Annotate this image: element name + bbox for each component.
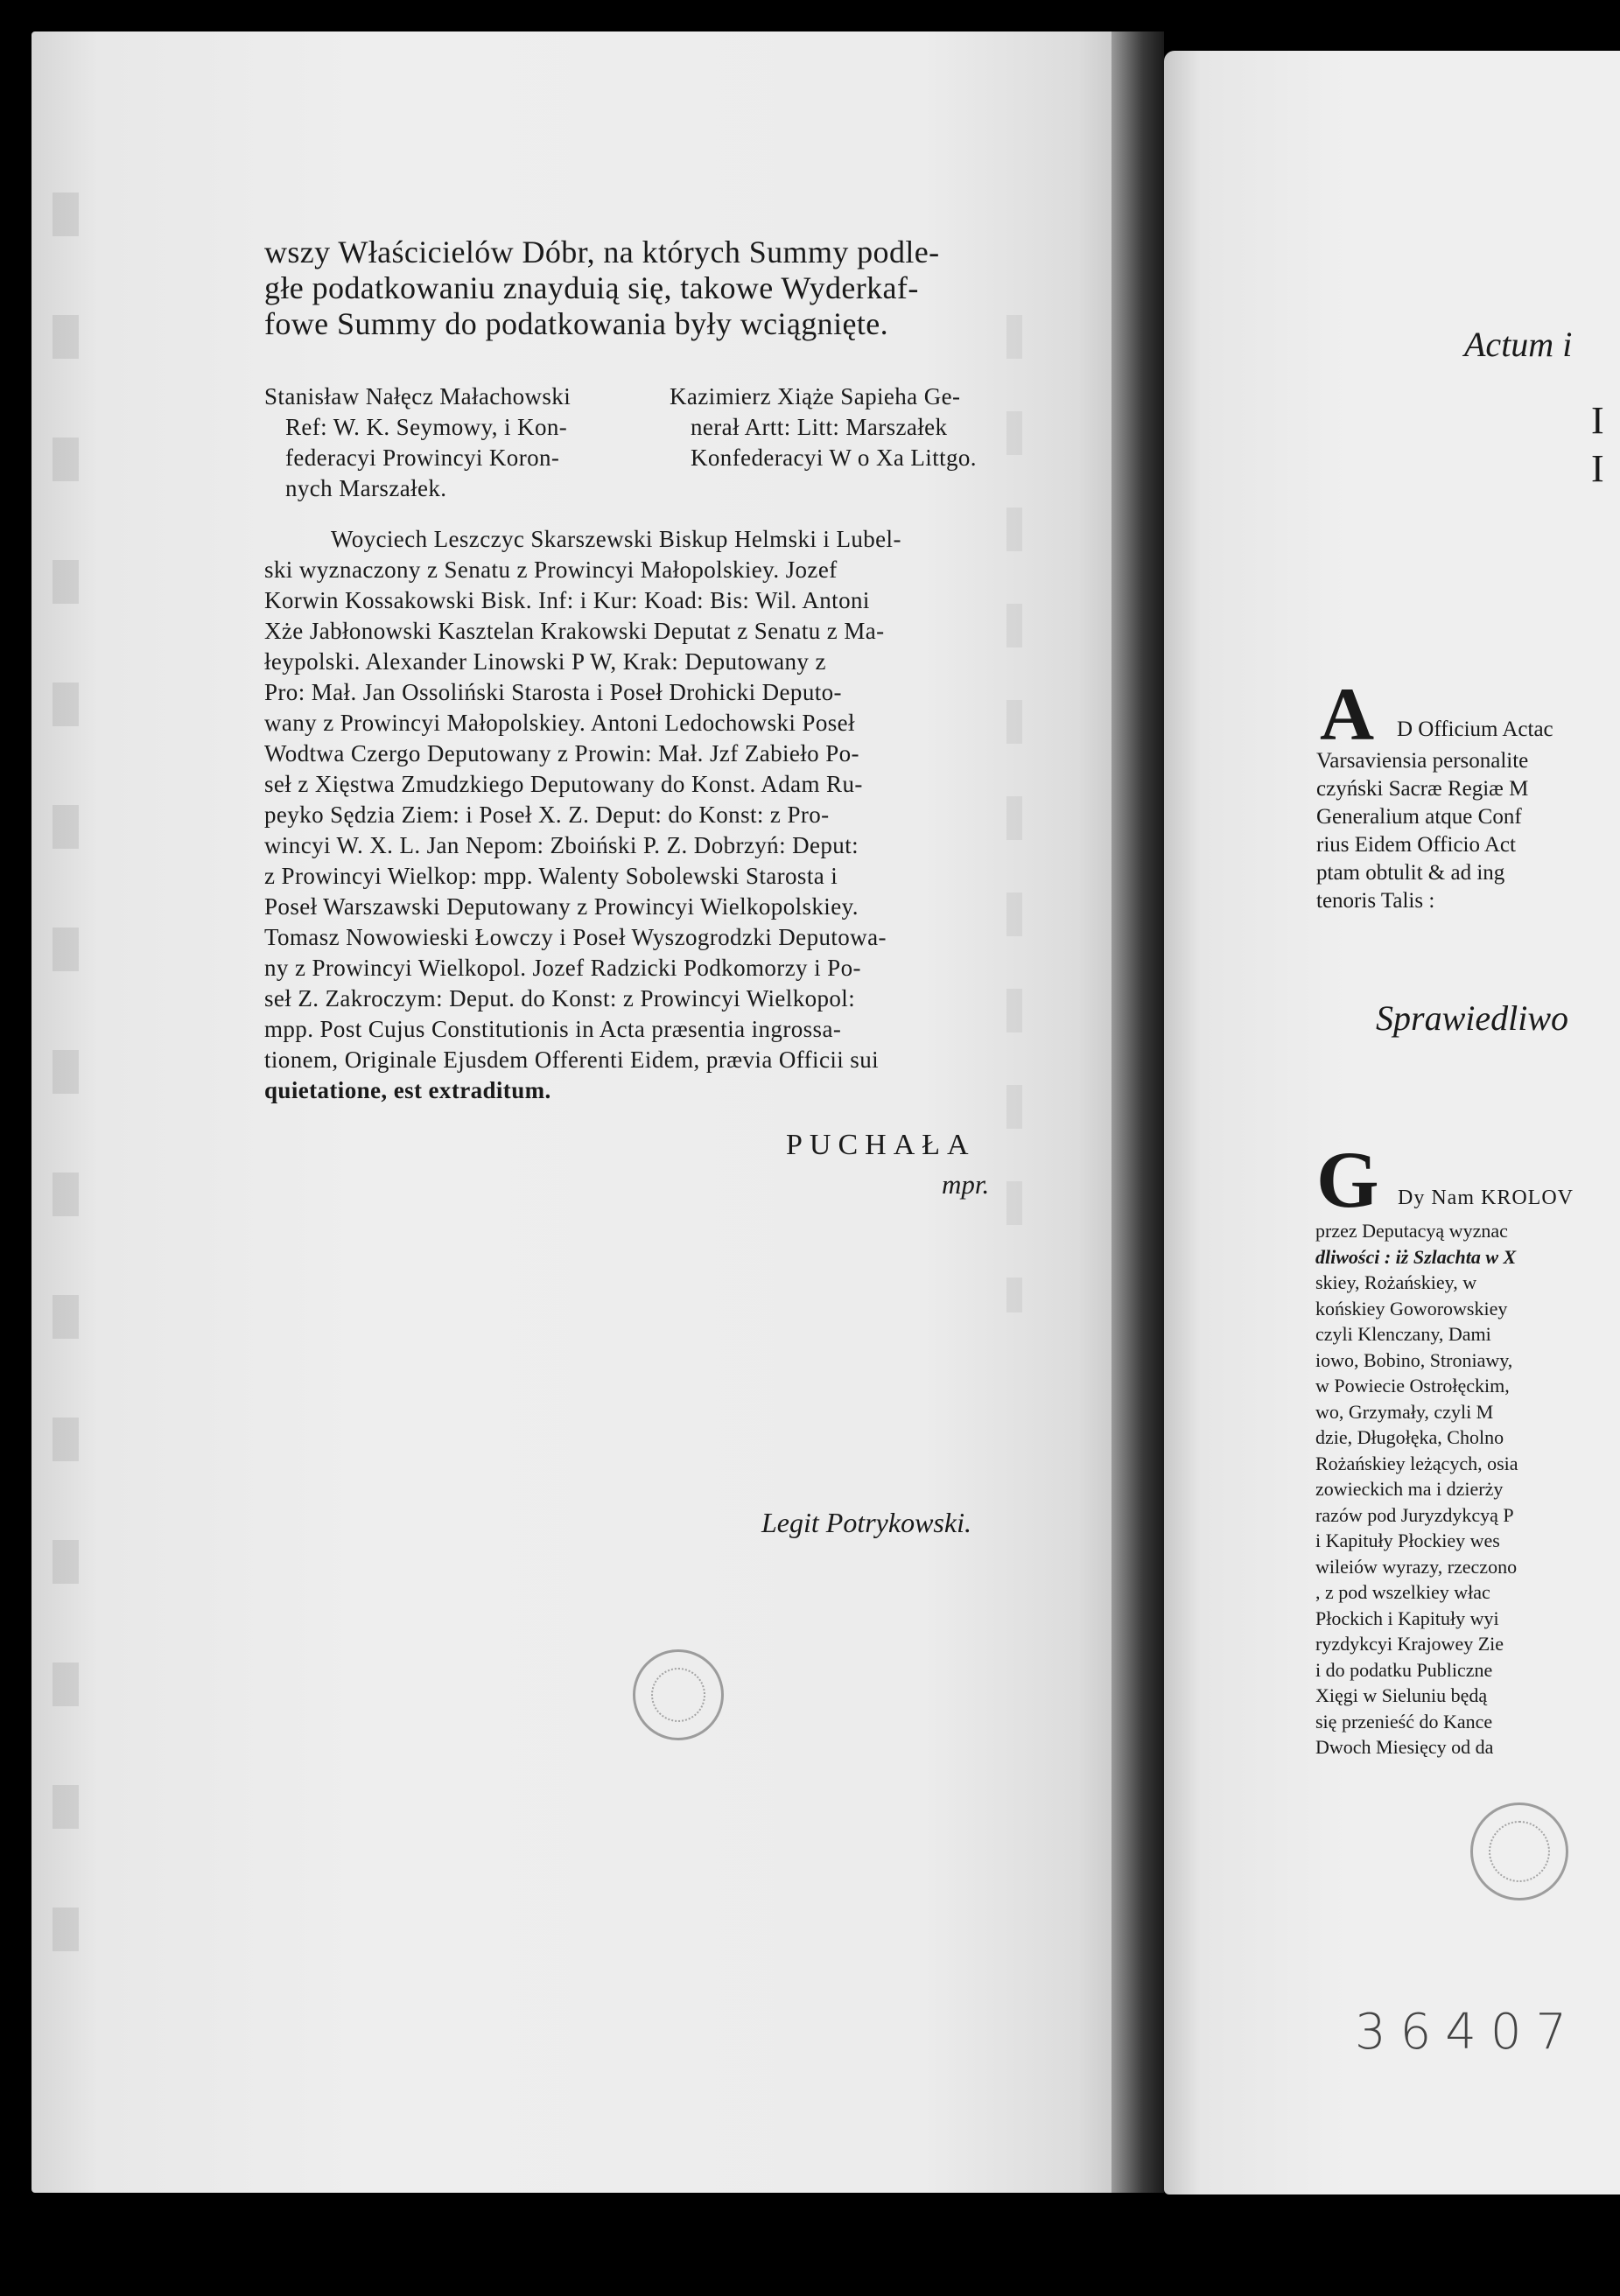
gdy-line: i do podatku Publiczne (1315, 1658, 1493, 1681)
signature-line: Konfederacyi W o Xa Littgo. (691, 444, 977, 471)
signature-line: nerał Artt: Litt: Marszałek (691, 414, 948, 440)
gdy-line: dliwości : iż Szlachta w X (1315, 1245, 1517, 1268)
body-line: wincyi W. X. L. Jan Nepom: Zboiński P. Z. Dobrzyń: Deput: (264, 832, 859, 858)
body-line: seł z Xięstwa Zmudzkiego Deputowany do Konst. Adam Ru- (264, 771, 863, 797)
library-stamp-icon (633, 1649, 724, 1740)
signer-name: PUCHAŁA (786, 1129, 976, 1161)
bleed-through-marks-2 (1006, 262, 1022, 1312)
dy-nam-line: Dy Nam KROLOV (1398, 1186, 1574, 1209)
officium-line: Generalium atque Conf (1316, 805, 1522, 829)
officium-line: ptam obtulit & ad ing (1316, 861, 1505, 885)
gdy-paragraph (1315, 1218, 1518, 1760)
body-line: Korwin Kossakowski Bisk. Inf: i Kur: Koad: Bis: Wil. Antoni (264, 587, 870, 613)
signature-malachowski (264, 382, 571, 504)
gdy-line: ryzdykcyi Krajowey Zie (1315, 1633, 1504, 1655)
officium-first-line: D Officium Actac (1397, 718, 1553, 741)
body-line: Tomasz Nowowieski Łowczy i Poseł Wyszogrodzki Deputowa- (264, 924, 887, 950)
officium-line: czyński Sacræ Regiæ M (1316, 777, 1529, 801)
signer-mpr: mpr. (942, 1169, 990, 1200)
gdy-line: w Powiecie Ostrołęckim, (1315, 1375, 1510, 1396)
gdy-line: Xięgi w Sieluniu będą (1315, 1684, 1488, 1706)
body-line: mpp. Post Cujus Constitutionis in Acta præsentia ingrossa- (264, 1016, 842, 1042)
gutter-shadow (1112, 32, 1164, 2193)
signature-line: federacyi Prowincyi Koron- (285, 444, 560, 471)
intro-paragraph (264, 234, 940, 342)
library-stamp-right-icon (1470, 1802, 1568, 1900)
gdy-line: dzie, Długołęka, Cholno (1315, 1426, 1504, 1448)
body-line: Wodtwa Czergo Deputowany z Prowin: Mał. Jzf Zabieło Po- (264, 740, 859, 766)
margin-mark: I (1591, 447, 1604, 490)
body-line: ski wyznaczony z Senatu z Prowincyi Małopolskiey. Jozef (264, 556, 838, 583)
body-line: łeypolski. Alexander Linowski P W, Krak: Deputowany z (264, 648, 826, 675)
legit-signature: Legit Potrykowski. (761, 1507, 971, 1538)
gdy-line: Płockich i Kapituły wyi (1315, 1606, 1499, 1629)
gdy-line: skiey, Rożańskiey, w (1315, 1271, 1477, 1293)
body-line: ny z Prowincyi Wielkopol. Jozef Radzicki Podkomorzy i Po- (264, 955, 861, 981)
gdy-line: przez Deputacyą wyznac (1315, 1220, 1508, 1242)
intro-line: fowe Summy do podatkowania były wciągnięte. (264, 306, 889, 341)
gdy-line: wo, Grzymały, czyli M (1315, 1400, 1494, 1423)
body-line: Poseł Warszawski Deputowany z Prowincyi Wielkopolskiey. (264, 893, 859, 920)
body-line: z Prowincyi Wielkop: mpp. Walenty Sobolewski Starosta i (264, 863, 838, 889)
body-line: Pro: Mał. Jan Ossoliński Starosta i Poseł Drohicki Deputo- (264, 679, 842, 705)
signature-sapieha (670, 382, 977, 473)
gdy-line: , z pod wszelkiey włac (1315, 1581, 1490, 1603)
body-line: Woyciech Leszczyc Skarszewski Biskup Helmski i Lubel- (331, 526, 901, 552)
body-line: tionem, Originale Ejusdem Offerenti Eidem, prævia Officii sui (264, 1046, 879, 1073)
gdy-line: Rożańskiey leżących, osia (1315, 1452, 1518, 1474)
margin-mark: I (1591, 399, 1604, 442)
deputies-paragraph (264, 524, 901, 1106)
body-line: Xże Jabłonowski Kasztelan Krakowski Deputat z Senatu z Ma- (264, 618, 885, 644)
gdy-line: razów pod Juryzdykcyą P (1315, 1503, 1514, 1526)
dropcap-g: G (1316, 1135, 1379, 1224)
intro-line: głe podatkowaniu znayduią się, takowe Wyderkaf- (264, 270, 919, 305)
signature-line: Kazimierz Xiąże Sapieha Ge- (670, 383, 961, 410)
gdy-line: i Kapituły Płockiey wes (1315, 1530, 1500, 1551)
gdy-line: czyli Klenczany, Dami (1315, 1323, 1491, 1345)
dropcap-a: A (1320, 672, 1375, 756)
officium-line: rius Eidem Officio Act (1316, 833, 1516, 857)
signature-line: nych Marszałek. (285, 475, 447, 501)
signature-line: Stanisław Nałęcz Małachowski (264, 383, 572, 410)
officium-paragraph (1316, 747, 1528, 915)
shelfmark-number: 36407 (1355, 2004, 1581, 2061)
gdy-line: się przenieść do Kance (1315, 1710, 1493, 1732)
gdy-line: iowo, Bobino, Stroniawy, (1315, 1348, 1513, 1371)
intro-line: wszy Właścicielów Dóbr, na których Summy podle- (264, 234, 940, 270)
gdy-line: wileiów wyrazy, rzeczono (1315, 1555, 1518, 1578)
gdy-line: zowieckich ma i dzierży (1315, 1478, 1504, 1500)
officium-line: tenoris Talis : (1316, 889, 1435, 913)
signature-line: Ref: W. K. Seymowy, i Kon- (285, 414, 568, 440)
gdy-line: Dwoch Miesięcy od da (1315, 1736, 1494, 1758)
sprawiedliwo-heading: Sprawiedliwo (1376, 998, 1569, 1038)
gdy-line: końskiey Goworowskiey (1315, 1297, 1508, 1320)
left-page (32, 32, 1145, 2193)
body-line: quietatione, est extraditum. (264, 1077, 551, 1103)
body-line: peyko Sędzia Ziem: i Poseł X. Z. Deput: do Konst: z Pro- (264, 802, 830, 828)
bleed-through-marks (53, 158, 79, 1995)
body-line: seł Z. Zakroczym: Deput. do Konst: z Prowincyi Wielkopol: (264, 985, 856, 1012)
officium-line: Varsaviensia personalite (1316, 749, 1529, 773)
actum-heading: Actum i (1464, 325, 1573, 364)
body-line: wany z Prowincyi Małopolskiey. Antoni Ledochowski Poseł (264, 710, 855, 736)
